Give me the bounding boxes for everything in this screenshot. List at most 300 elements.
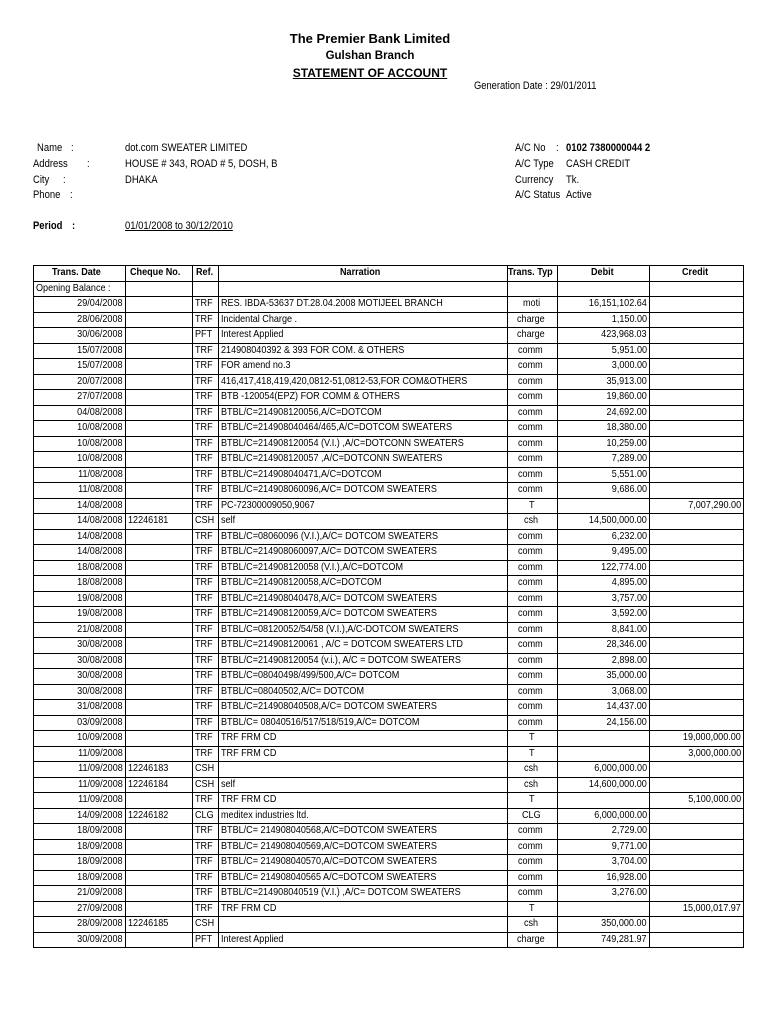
cell-cheque (126, 421, 193, 437)
cell-narration: BTBL/C=214908120061 , A/C = DOTCOM SWEATERS LTD (219, 638, 508, 654)
cell-cheque (126, 498, 193, 514)
cell-ref: CLG (193, 808, 219, 824)
col-header-credit: Credit (650, 266, 744, 282)
cell-type: comm (508, 870, 558, 886)
table-row (34, 514, 744, 530)
cell-cheque: 12246181 (126, 514, 193, 530)
address-value: HOUSE # 343, ROAD # 5, DOSH, B (125, 158, 278, 170)
status-value: Active (566, 189, 592, 201)
cell-date: 14/08/2008 (34, 514, 126, 530)
cell-cheque (126, 607, 193, 623)
cell-debit: 2,898.00 (558, 653, 650, 669)
cell-cheque (126, 901, 193, 917)
cell-ref: TRF (193, 855, 219, 871)
cell-narration (219, 917, 508, 933)
cell-cheque (126, 684, 193, 700)
cell-debit: 14,600,000.00 (558, 777, 650, 793)
cell-narration: BTBL/C= 214908040565 A/C=DOTCOM SWEATERS (219, 870, 508, 886)
cell-type: comm (508, 886, 558, 902)
table-row (34, 669, 744, 685)
cell-credit (650, 917, 744, 933)
cell-date: 19/08/2008 (34, 607, 126, 623)
table-row (34, 498, 744, 514)
cell-debit: 1,150.00 (558, 312, 650, 328)
cell-narration: BTBL/C=214908120054 (v.i.), A/C = DOTCOM SWEATERS (219, 653, 508, 669)
cell-narration: 416,417,418,419,420,0812-51,0812-53,FOR COM&OTHERS (219, 374, 508, 390)
col-header-narration: Narration (219, 266, 508, 282)
cell-type: comm (508, 405, 558, 421)
cell-credit (650, 839, 744, 855)
cell-narration: BTBL/C=08060096 (V.I.),A/C= DOTCOM SWEATERS (219, 529, 508, 545)
cell-type: comm (508, 452, 558, 468)
cell-credit (650, 886, 744, 902)
cell-type: comm (508, 529, 558, 545)
generation-date: Generation Date : 29/01/2011 (474, 80, 597, 92)
cell-type: csh (508, 777, 558, 793)
city-label: City (33, 174, 50, 186)
period-label: Period (33, 220, 63, 232)
cell-credit (650, 343, 744, 359)
cell-debit: 749,281.97 (558, 932, 650, 948)
table-row (34, 405, 744, 421)
cell-credit (650, 421, 744, 437)
cell-type: comm (508, 669, 558, 685)
cell-date: 04/08/2008 (34, 405, 126, 421)
cell-debit: 24,692.00 (558, 405, 650, 421)
cell-date: 10/08/2008 (34, 452, 126, 468)
cell-ref: TRF (193, 529, 219, 545)
cell-type: comm (508, 359, 558, 375)
cell-narration: TRF FRM CD (219, 901, 508, 917)
cell-credit (650, 529, 744, 545)
cell-narration: RES. IBDA-53637 DT.28.04.2008 MOTIJEEL BRANCH (219, 297, 508, 313)
cell-credit (650, 514, 744, 530)
col-header-type: Trans. Typ (508, 266, 558, 282)
cell-cheque (126, 343, 193, 359)
cell-cheque (126, 328, 193, 344)
cell-credit: 5,100,000.00 (650, 793, 744, 809)
cell-date: 14/08/2008 (34, 498, 126, 514)
cell-cheque (126, 467, 193, 483)
cell-type: comm (508, 839, 558, 855)
cell-ref: TRF (193, 591, 219, 607)
cell-debit: 18,380.00 (558, 421, 650, 437)
cell-cheque (126, 715, 193, 731)
cell-ref: TRF (193, 901, 219, 917)
table-row (34, 808, 744, 824)
cell-type: T (508, 498, 558, 514)
cell-narration: BTBL/C=214908120058 (V.I.),A/C=DOTCOM (219, 560, 508, 576)
cell-cheque (126, 312, 193, 328)
cell-narration: BTBL/C=214908040464/465,A/C=DOTCOM SWEATERS (219, 421, 508, 437)
table-row (34, 545, 744, 561)
cell-date: 31/08/2008 (34, 700, 126, 716)
cell-ref: TRF (193, 545, 219, 561)
cell-ref: TRF (193, 653, 219, 669)
table-row (34, 359, 744, 375)
cell-debit: 16,151,102.64 (558, 297, 650, 313)
col-header-ref: Ref. (193, 266, 219, 282)
cell-date: 21/09/2008 (34, 886, 126, 902)
cell-date: 19/08/2008 (34, 591, 126, 607)
table-row (34, 839, 744, 855)
cell-ref: TRF (193, 839, 219, 855)
table-row (34, 824, 744, 840)
cell-cheque (126, 405, 193, 421)
cell-narration: BTBL/C=214908120058,A/C=DOTCOM (219, 576, 508, 592)
cell-debit: 2,729.00 (558, 824, 650, 840)
table-row (34, 560, 744, 576)
cell-debit: 3,757.00 (558, 591, 650, 607)
cell-narration: BTBL/C=214908060097,A/C= DOTCOM SWEATERS (219, 545, 508, 561)
cell-debit: 350,000.00 (558, 917, 650, 933)
cell-credit (650, 560, 744, 576)
cell-credit (650, 328, 744, 344)
cell-date: 27/09/2008 (34, 901, 126, 917)
table-row (34, 529, 744, 545)
cell-narration: BTBL/C=214908120056,A/C=DOTCOM (219, 405, 508, 421)
cell-cheque (126, 700, 193, 716)
cell-narration: BTBL/C=214908040478,A/C= DOTCOM SWEATERS (219, 591, 508, 607)
cell-date: 18/09/2008 (34, 839, 126, 855)
cell-type: comm (508, 436, 558, 452)
table-row (34, 343, 744, 359)
cell-credit (650, 715, 744, 731)
cell-ref: TRF (193, 638, 219, 654)
cell-type: csh (508, 917, 558, 933)
table-row (34, 390, 744, 406)
cell-type: comm (508, 576, 558, 592)
cell-debit: 3,592.00 (558, 607, 650, 623)
cell-date: 21/08/2008 (34, 622, 126, 638)
cell-cheque (126, 591, 193, 607)
cell-debit: 122,774.00 (558, 560, 650, 576)
cell-credit (650, 545, 744, 561)
period-value: 01/01/2008 to 30/12/2010 (125, 220, 233, 232)
cell-debit: 3,276.00 (558, 886, 650, 902)
cell-debit (558, 731, 650, 747)
cell-credit (650, 622, 744, 638)
cell-narration: BTBL/C=214908120059,A/C= DOTCOM SWEATERS (219, 607, 508, 623)
cell-credit (650, 312, 744, 328)
cell-cheque (126, 638, 193, 654)
cell-date: 30/08/2008 (34, 638, 126, 654)
table-row (34, 700, 744, 716)
phone-sep: : (70, 189, 73, 201)
cell-credit (650, 638, 744, 654)
table-row (34, 467, 744, 483)
cell-ref: TRF (193, 576, 219, 592)
cell-cheque (126, 886, 193, 902)
cell-date: 30/09/2008 (34, 932, 126, 948)
cell-date: 29/04/2008 (34, 297, 126, 313)
cell-narration: meditex industries ltd. (219, 808, 508, 824)
cell-narration: FOR amend no.3 (219, 359, 508, 375)
cell-debit: 8,841.00 (558, 622, 650, 638)
cell-debit: 35,000.00 (558, 669, 650, 685)
cell-cheque (126, 483, 193, 499)
cell-credit (650, 467, 744, 483)
statement-title: STATEMENT OF ACCOUNT (292, 66, 448, 80)
cell-type: comm (508, 545, 558, 561)
cell-cheque (126, 297, 193, 313)
cell-narration: BTBL/C=214908060096,A/C= DOTCOM SWEATERS (219, 483, 508, 499)
cell-credit (650, 359, 744, 375)
cell-date: 30/08/2008 (34, 653, 126, 669)
cell-credit (650, 855, 744, 871)
cell-debit: 5,951.00 (558, 343, 650, 359)
cell-narration: self (219, 777, 508, 793)
cell-ref: TRF (193, 436, 219, 452)
cell-date: 18/08/2008 (34, 560, 126, 576)
cell-credit (650, 700, 744, 716)
table-row (34, 684, 744, 700)
cell-ref: PFT (193, 328, 219, 344)
table-row (34, 312, 744, 328)
opening-balance-row (34, 281, 744, 297)
cell-type: comm (508, 421, 558, 437)
cell-cheque (126, 746, 193, 762)
cell-cheque (126, 576, 193, 592)
cell-debit (558, 498, 650, 514)
cell-credit (650, 390, 744, 406)
cell-narration: BTBL/C= 08040516/517/518/519,A/C= DOTCOM (219, 715, 508, 731)
cell-date: 18/09/2008 (34, 824, 126, 840)
cell-type: comm (508, 483, 558, 499)
acno-value: 0102 7380000044 2 (566, 142, 651, 154)
cell-date: 28/06/2008 (34, 312, 126, 328)
cell-narration: TRF FRM CD (219, 731, 508, 747)
table-row (34, 762, 744, 778)
cell-narration: BTBL/C=08120052/54/58 (V.I.),A/C-DOTCOM SWEATERS (219, 622, 508, 638)
cell-ref: TRF (193, 886, 219, 902)
cell-debit: 28,346.00 (558, 638, 650, 654)
cell-credit: 19,000,000.00 (650, 731, 744, 747)
cell-type: T (508, 731, 558, 747)
cell-narration: BTBL/C= 214908040568,A/C=DOTCOM SWEATERS (219, 824, 508, 840)
cell-ref: CSH (193, 777, 219, 793)
actype-value: CASH CREDIT (566, 158, 631, 170)
cell-debit: 7,289.00 (558, 452, 650, 468)
cell-ref: TRF (193, 746, 219, 762)
cell-cheque (126, 436, 193, 452)
cell-type: comm (508, 824, 558, 840)
cell-date: 11/08/2008 (34, 467, 126, 483)
cell-cheque (126, 545, 193, 561)
cell-date: 14/08/2008 (34, 545, 126, 561)
cell-narration: Incidental Charge . (219, 312, 508, 328)
table-row (34, 777, 744, 793)
col-header-cheque: Cheque No. (126, 266, 193, 282)
cell-narration: BTBL/C=214908040508,A/C= DOTCOM SWEATERS (219, 700, 508, 716)
cell-ref: PFT (193, 932, 219, 948)
cell-cheque (126, 560, 193, 576)
cell-ref: TRF (193, 498, 219, 514)
cell-type: csh (508, 514, 558, 530)
cell-type: comm (508, 855, 558, 871)
cell-credit (650, 591, 744, 607)
cell-narration: Interest Applied (219, 932, 508, 948)
name-sep: : (71, 142, 74, 154)
table-row (34, 932, 744, 948)
table-row (34, 297, 744, 313)
col-header-date: Trans. Date (34, 266, 126, 282)
cell-ref: TRF (193, 483, 219, 499)
cell-credit (650, 576, 744, 592)
cell-credit (650, 777, 744, 793)
cell-narration: BTBL/C=214908040519 (V.I.) ,A/C= DOTCOM SWEATERS (219, 886, 508, 902)
cell-narration: TRF FRM CD (219, 746, 508, 762)
cell-debit: 14,500,000.00 (558, 514, 650, 530)
cell-narration: BTBL/C=08040498/499/500,A/C= DOTCOM (219, 669, 508, 685)
cell-type: comm (508, 591, 558, 607)
cell-ref: TRF (193, 467, 219, 483)
cell-narration: 214908040392 & 393 FOR COM. & OTHERS (219, 343, 508, 359)
cell-debit: 6,000,000.00 (558, 762, 650, 778)
cell-type: moti (508, 297, 558, 313)
cell-type: CLG (508, 808, 558, 824)
cell-type: comm (508, 622, 558, 638)
cell-credit (650, 932, 744, 948)
period-sep: : (72, 220, 76, 232)
cell-type: charge (508, 328, 558, 344)
cell-credit (650, 808, 744, 824)
table-row (34, 793, 744, 809)
cell-type: comm (508, 638, 558, 654)
cell-cheque (126, 374, 193, 390)
cell-type: comm (508, 374, 558, 390)
cell-date: 28/09/2008 (34, 917, 126, 933)
table-row (34, 622, 744, 638)
phone-label: Phone (33, 189, 61, 201)
name-value: dot.com SWEATER LIMITED (125, 142, 248, 154)
cell-narration (219, 762, 508, 778)
cell-type: T (508, 746, 558, 762)
cell-date: 30/08/2008 (34, 669, 126, 685)
bank-name: The Premier Bank Limited (289, 31, 451, 46)
table-row (34, 715, 744, 731)
cell-narration: Interest Applied (219, 328, 508, 344)
cell-cheque (126, 731, 193, 747)
cell-credit: 3,000,000.00 (650, 746, 744, 762)
table-row (34, 886, 744, 902)
cell-ref: TRF (193, 824, 219, 840)
cell-date: 18/09/2008 (34, 855, 126, 871)
table-row (34, 607, 744, 623)
cell-date: 10/08/2008 (34, 421, 126, 437)
cell-date: 20/07/2008 (34, 374, 126, 390)
cell-ref: TRF (193, 684, 219, 700)
status-label: A/C Status (515, 189, 561, 201)
cell-narration: TRF FRM CD (219, 793, 508, 809)
cell-debit: 4,895.00 (558, 576, 650, 592)
cell-ref: TRF (193, 715, 219, 731)
cell-type: comm (508, 607, 558, 623)
cell-debit: 9,495.00 (558, 545, 650, 561)
cell-date: 30/06/2008 (34, 328, 126, 344)
cell-narration: BTBL/C=214908120057 ,A/C=DOTCONN SWEATERS (219, 452, 508, 468)
cell-credit: 15,000,017.97 (650, 901, 744, 917)
cell-type: T (508, 901, 558, 917)
table-row (34, 374, 744, 390)
cell-narration: self (219, 514, 508, 530)
cell-narration: BTBL/C= 214908040569,A/C=DOTCOM SWEATERS (219, 839, 508, 855)
table-row (34, 746, 744, 762)
cell-ref: CSH (193, 917, 219, 933)
cell-narration: BTB -120054(EPZ) FOR COMM & OTHERS (219, 390, 508, 406)
cell-type: csh (508, 762, 558, 778)
cell-date: 18/08/2008 (34, 576, 126, 592)
cell-credit (650, 669, 744, 685)
actype-label: A/C Type (515, 158, 554, 170)
cell-credit (650, 374, 744, 390)
address-sep: : (87, 158, 90, 170)
cell-ref: TRF (193, 452, 219, 468)
cell-date: 27/07/2008 (34, 390, 126, 406)
cell-ref: CSH (193, 514, 219, 530)
cell-ref: CSH (193, 762, 219, 778)
cell-ref: TRF (193, 793, 219, 809)
cell-debit: 423,968.03 (558, 328, 650, 344)
cell-type: charge (508, 932, 558, 948)
cell-debit: 5,551.00 (558, 467, 650, 483)
cell-credit: 7,007,290.00 (650, 498, 744, 514)
table-row (34, 731, 744, 747)
cell-date: 15/07/2008 (34, 343, 126, 359)
table-row (34, 638, 744, 654)
city-sep: : (63, 174, 66, 186)
cell-cheque (126, 793, 193, 809)
cell-ref: TRF (193, 607, 219, 623)
cell-credit (650, 452, 744, 468)
cell-cheque (126, 824, 193, 840)
cell-debit (558, 746, 650, 762)
cell-cheque: 12246183 (126, 762, 193, 778)
table-row (34, 576, 744, 592)
city-value: DHAKA (125, 174, 158, 186)
cell-date: 14/09/2008 (34, 808, 126, 824)
cell-cheque (126, 359, 193, 375)
cell-narration: BTBL/C=08040502,A/C= DOTCOM (219, 684, 508, 700)
cell-cheque (126, 452, 193, 468)
cell-ref: TRF (193, 421, 219, 437)
table-row (34, 653, 744, 669)
table-header-row (34, 266, 744, 282)
cell-cheque (126, 870, 193, 886)
name-label: Name (37, 142, 63, 154)
table-row (34, 436, 744, 452)
cell-type: comm (508, 343, 558, 359)
cell-debit: 24,156.00 (558, 715, 650, 731)
table-row (34, 328, 744, 344)
cell-credit (650, 297, 744, 313)
currency-value: Tk. (566, 174, 580, 186)
address-label: Address (33, 158, 68, 170)
cell-ref: TRF (193, 343, 219, 359)
cell-debit: 19,860.00 (558, 390, 650, 406)
cell-debit: 9,771.00 (558, 839, 650, 855)
cell-debit: 6,000,000.00 (558, 808, 650, 824)
cell-cheque (126, 932, 193, 948)
cell-cheque (126, 653, 193, 669)
cell-type: charge (508, 312, 558, 328)
cell-ref: TRF (193, 312, 219, 328)
cell-ref: TRF (193, 405, 219, 421)
cell-ref: TRF (193, 870, 219, 886)
acno-label: A/C No (515, 142, 546, 154)
cell-type: comm (508, 467, 558, 483)
table-row (34, 917, 744, 933)
